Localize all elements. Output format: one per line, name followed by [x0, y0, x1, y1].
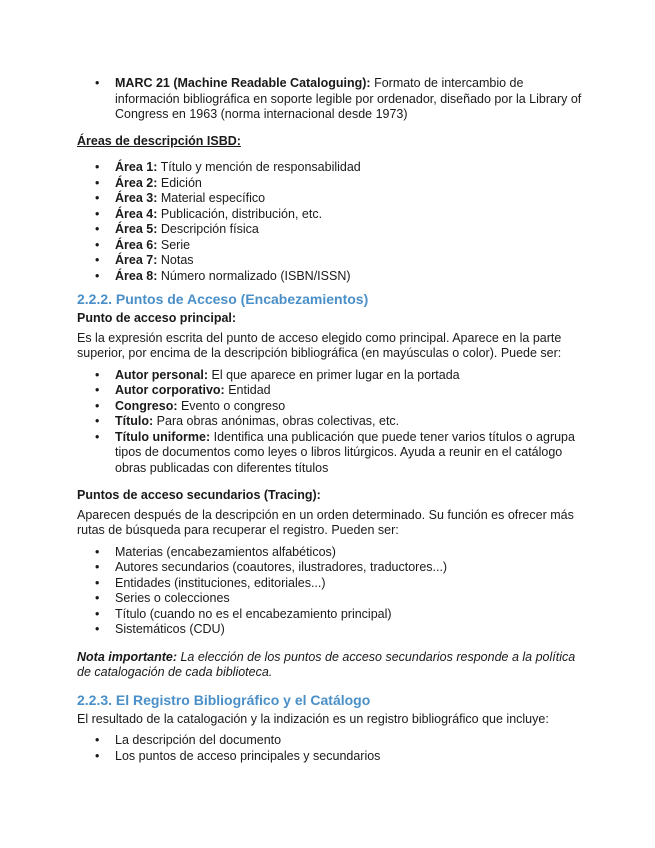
item-label: Título: [115, 414, 154, 428]
item-text: Identifica una publicación que puede tener varios títulos o agrupa tipos de documentos como leyes o libros litúrgicos. Ayuda a reunir en el catálogo obras publicadas con diferentes títulos [115, 429, 575, 475]
item-label: Autor personal: [115, 367, 209, 382]
principal-heading: Punto de acceso principal: [77, 311, 237, 325]
list-item [77, 176, 587, 192]
list-item [77, 368, 587, 384]
list-item [77, 414, 587, 430]
area-label: Área 7: [115, 253, 158, 267]
list-item: • Los puntos de acceso principales y secundarios [77, 749, 587, 765]
list-item: • Autores secundarios (coautores, ilustradores, traductores...) [77, 560, 587, 576]
list-item: • Título (cuando no es el encabezamiento principal) [77, 607, 587, 623]
area-label: Área 1: [115, 160, 158, 174]
item-text: Entidad [224, 383, 271, 397]
item-text: Evento o congreso [177, 398, 286, 413]
important-note [77, 650, 587, 681]
registro-list [77, 733, 587, 764]
area-text: Serie [157, 237, 191, 252]
list-item [77, 207, 587, 223]
section-heading-2-2-2: 2.2.2. Puntos de Acceso (Encabezamientos) [77, 291, 369, 307]
area-label: Área 6: [115, 237, 158, 252]
note-text: La elección de los puntos de acceso secundarios responde a la política de catalogación de cada biblioteca. [77, 649, 576, 679]
item-label: Título uniforme: [115, 429, 211, 444]
secundarios-paragraph: Aparecen después de la descripción en un orden determinado. Su función es ofrecer más rutas de búsqueda para recuperar el registro. Pueden ser: [77, 507, 574, 537]
principal-paragraph: Es la expresión escrita del punto de acceso elegido como principal. Aparece en la parte superior, por encima de la descripción bibliográfica (en mayúsculas o color). Puede ser: [77, 330, 562, 360]
isbd-area-list [77, 160, 587, 284]
area-text: Descripción física [157, 222, 259, 236]
area-text: Número normalizado (ISBN/ISSN) [157, 268, 351, 283]
area-text: Título y mención de responsabilidad [157, 160, 361, 174]
document-page [77, 76, 587, 764]
area-label: Área 2: [115, 175, 158, 190]
area-text: Notas [157, 253, 194, 267]
list-item [77, 76, 587, 123]
item-text: Para obras anónimas, obras colectivas, etc. [153, 414, 400, 428]
list-item: • Materias (encabezamientos alfabéticos) [77, 545, 587, 561]
list-item: • Sistemáticos (CDU) [77, 622, 587, 638]
list-item [77, 399, 587, 415]
list-item [77, 160, 587, 176]
area-label: Área 5: [115, 222, 158, 236]
list-item [77, 253, 587, 269]
note-label: Nota importante: [77, 649, 177, 664]
list-item: • Series o colecciones [77, 591, 587, 607]
item-text: El que aparece en primer lugar en la portada [208, 367, 460, 382]
area-text: Edición [157, 175, 202, 190]
registro-paragraph: El resultado de la catalogación y la indización es un registro bibliográfico que incluye: [77, 711, 549, 726]
section-heading-2-2-3: 2.2.3. El Registro Bibliográfico y el Catálogo [77, 691, 371, 708]
list-item [77, 383, 587, 399]
marc-label: MARC 21 (Machine Readable Cataloguing): [115, 76, 371, 90]
area-label: Área 8: [115, 268, 158, 283]
area-label: Área 3: [115, 191, 158, 205]
principal-list [77, 368, 587, 477]
secundarios-heading: Puntos de acceso secundarios (Tracing): [77, 488, 321, 502]
marc-list [77, 76, 587, 123]
list-item [77, 430, 587, 477]
secundarios-list [77, 545, 587, 638]
list-item [77, 191, 587, 207]
item-label: Congreso: [115, 398, 178, 413]
item-label: Autor corporativo: [115, 383, 225, 397]
list-item: • La descripción del documento [77, 733, 587, 749]
list-item: • Entidades (instituciones, editoriales...) [77, 576, 587, 592]
isbd-heading: Áreas de descripción ISBD: [77, 133, 241, 148]
area-text: Publicación, distribución, etc. [157, 206, 323, 221]
list-item [77, 269, 587, 285]
marc-text: Formato de intercambio de información bibliográfica en soporte legible por ordenador, diseñado por la Library of Congress en 1963 (norma internacional desde 1973) [115, 76, 582, 121]
list-item [77, 238, 587, 254]
list-item [77, 222, 587, 238]
area-label: Área 4: [115, 206, 158, 221]
area-text: Material específico [157, 191, 266, 205]
